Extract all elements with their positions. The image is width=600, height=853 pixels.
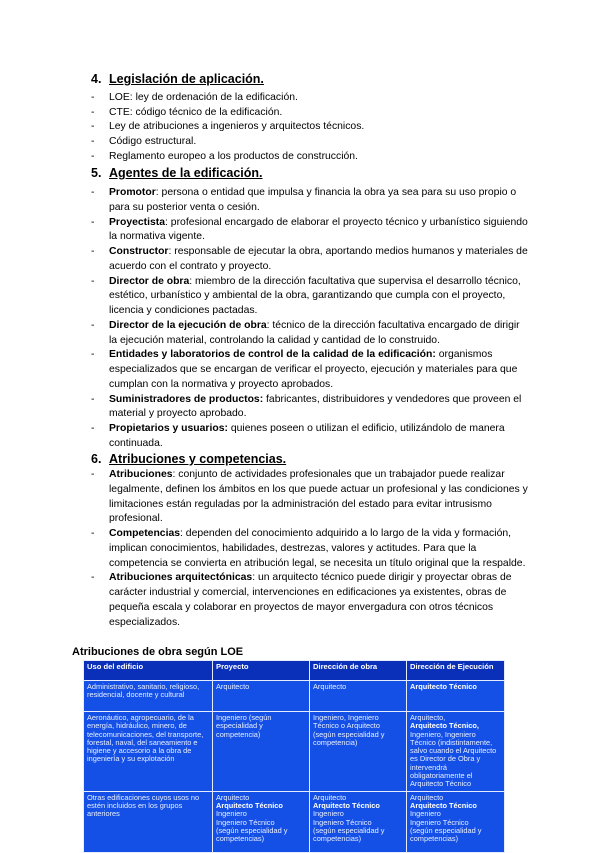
section-4-heading [91,72,264,86]
table-header-row [84,661,505,681]
table-row [84,791,505,852]
table-title: Atribuciones de obra según LOE [72,646,244,658]
list-item: - Director de la ejecución de obra: técnico de la dirección facultativa encargado de dirigir la ejecución material, controlando la calidad y cantidad de lo construido. [91,319,520,346]
list-item: - Suministradores de productos: fabricantes, distribuidores y vendedores que proveen el material y proyecto aprobado. [91,393,522,420]
dash-bullet: - [91,275,95,287]
list-item: - Código estructural. [91,135,531,150]
column-header: Proyecto [213,661,310,681]
section-title: Agentes de la edificación. [109,166,263,180]
dash-bullet: - [91,349,95,361]
column-header: Dirección de obra [310,661,407,681]
section-5-heading [91,166,263,180]
table-cell: Arquitecto [310,681,407,712]
dash-bullet: - [91,106,95,118]
dash-bullet: - [91,572,95,584]
list-item: - Reglamento europeo a los productos de construcción. [91,150,531,165]
table-cell: Administrativo, sanitario, religioso, residencial, docente y cultural [84,681,213,712]
list-item: - CTE: código técnico de la edificación. [91,106,531,121]
list-item: - Proyectista: profesional encargado de elaborar el proyecto técnico y urbanístico siguiendo la normativa vigente. [91,216,528,243]
section-6-heading [91,452,286,466]
agents-list [91,186,528,452]
dash-bullet: - [91,216,95,228]
table-cell: Otras edificaciones cuyos usos no estén incluidos en los grupos anteriores [84,791,213,852]
list-item: - Constructor: responsable de ejecutar la obra, aportando medios humanos y materiales de acuerdo con el contrato y proyecto. [91,246,528,272]
list-item: - Ley de atribuciones a ingenieros y arquitectos técnicos. [91,120,531,135]
table-cell: Arquitecto Técnico [407,681,505,712]
dash-bullet: - [91,423,95,434]
table-cell: Arquitecto Arquitecto Técnico Ingeniero Ingeniero Técnico (según especialidad y competencias) [310,791,407,852]
dash-bullet: - [91,136,95,148]
table-cell: Ingeniero (según especialidad y competencia) [213,712,310,792]
dash-bullet: - [91,246,95,257]
legislation-list [91,91,531,165]
loe-attributions-table [83,660,505,853]
dash-bullet: - [91,187,95,198]
list-item: - LOE: ley de ordenación de la edificación. [91,91,531,106]
list-item: - Atribuciones arquitectónicas: un arquitecto técnico puede dirigir y proyectar obras de carácter industrial y comercial, intervenciones en edificaciones ya existentes, obras de pequeña escala y colaborar en proyectos de mayor envergadura con otros técnicos especializados. [91,572,512,628]
list-item: - Atribuciones: conjunto de actividades profesionales que un trabajador puede realizar legalmente, definen los ámbitos en los que puede actuar un profesional y las condiciones y limitaciones están reguladas por la administración del estado para evitar intrusismo profesional. [91,469,528,525]
list-item: - Director de obra: miembro de la dirección facultativa que supervisa el desarrollo técnico, estético, urbanístico y ambiental de la obra, garantizando que cumpla con el proyecto, licencia y condiciones pactadas. [91,275,521,316]
attributions-list [91,468,528,630]
list-item: - Competencias: dependen del conocimiento adquirido a lo largo de la vida y formación, implican conocimientos, habilidades, destrezas, valores y actitudes. Para que la competencia se convierta en atribución legal, se necesita un título original que la respalde. [91,528,526,569]
list-item: - Propietarios y usuarios: quienes poseen o utilizan el edificio, utilizándolo de manera continuada. [91,423,505,449]
dash-bullet: - [91,121,95,133]
list-item: - Entidades y laboratorios de control de la calidad de la edificación: organismos especializados que se encargan de verificar el proyecto, ejecución y materiales para que cumplan con la normativa y proyecto aprobados. [91,349,518,390]
table-cell: Arquitecto Arquitecto Técnico Ingeniero Ingeniero Técnico (según especialidad y competencias) [213,791,310,852]
dash-bullet: - [91,150,95,162]
dash-bullet: - [91,393,95,405]
table-cell: Aeronáutico, agropecuario, de la energía, hidráulico, minero, de telecomunicaciones, del transporte, forestal, naval, del saneamiento e higiene y accesorio a la obra de ingeniería y su explotación [84,712,213,792]
section-title: Atribuciones y competencias. [109,452,287,466]
section-number: 5. [91,166,102,180]
column-header: Uso del edificio [84,661,213,681]
dash-bullet: - [91,92,95,103]
list-item: - Promotor: persona o entidad que impulsa y financia la obra ya sea para su uso propio o para su posterior venta o cesión. [91,187,517,213]
table-row [84,712,505,792]
dash-bullet: - [91,469,95,480]
section-number: 4. [91,72,102,86]
dash-bullet: - [91,319,95,331]
column-header: Dirección de Ejecución [407,661,505,681]
section-title: Legislación de aplicación. [109,72,264,86]
table-cell: Arquitecto Arquitecto Técnico Ingeniero Ingeniero Técnico (según especialidad y competencias) [407,791,505,852]
table-row [84,681,505,712]
table-cell: Arquitecto [213,681,310,712]
dash-bullet: - [91,528,95,539]
section-number: 6. [91,452,102,466]
table-cell: Ingeniero, Ingeniero Técnico o Arquitecto (según especialidad y competencia) [310,712,407,792]
table-cell: Arquitecto, Arquitecto Técnico, Ingeniero, Ingeniero Técnico (indistintamente, salvo cuando el Arquitecto es Director de Obra y intervendrá obligatoriamente el Arquitecto Técnico [407,712,505,792]
